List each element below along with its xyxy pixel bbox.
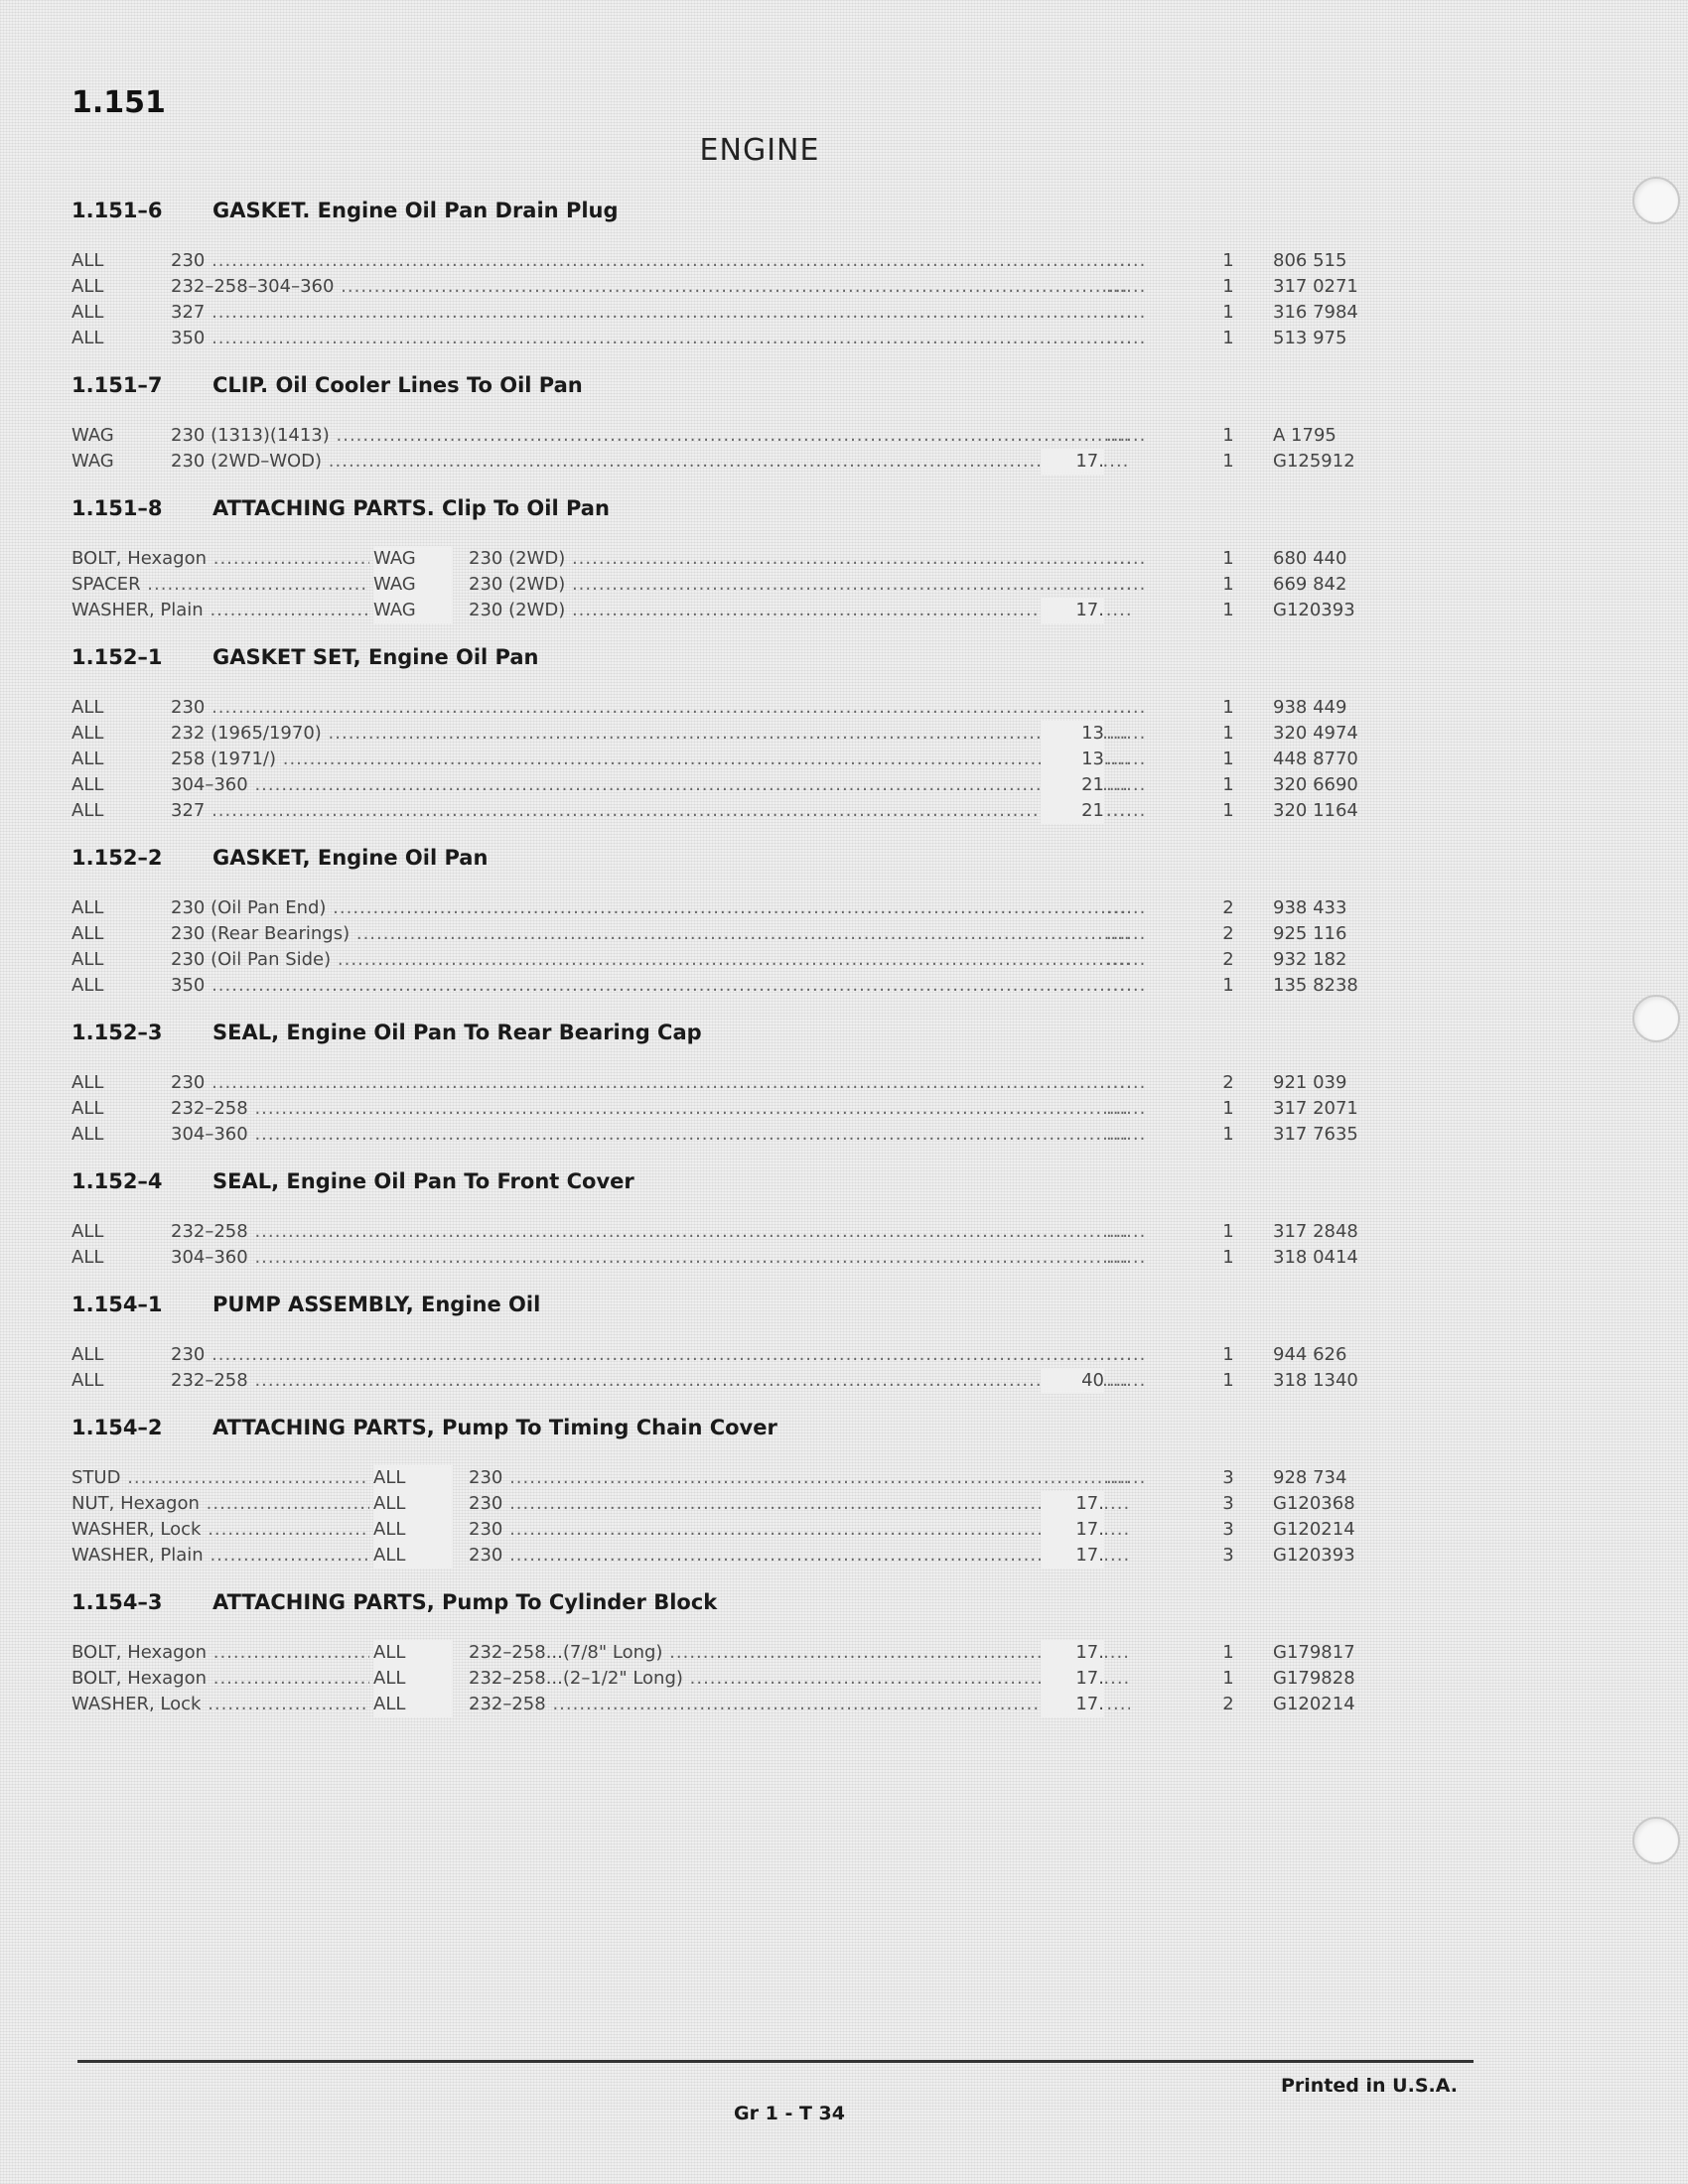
dot-leader: ...... — [1106, 276, 1147, 297]
illustration-ref: 13 — [1041, 747, 1104, 772]
quantity: 2 — [1222, 897, 1234, 918]
application: ALL — [71, 1344, 104, 1365]
part-number: G120368 — [1273, 1493, 1355, 1514]
model-description: 230 ..... — [171, 695, 1130, 721]
part-number: 320 6690 — [1273, 774, 1358, 795]
model-description: 232–258 ..... — [171, 1368, 1130, 1394]
part-number: 448 8770 — [1273, 749, 1358, 769]
quantity: 1 — [1222, 1098, 1234, 1119]
application: WAG — [71, 425, 114, 446]
footer-rule — [77, 2060, 1474, 2063]
section-subtitle: Engine Oil Pan — [367, 645, 539, 669]
model-description: 350 ..... — [171, 326, 1130, 351]
dot-leader: ...... — [1106, 1370, 1147, 1391]
dot-leader: ...... — [1106, 1072, 1147, 1093]
section-subtitle: Engine Oil Pan To Rear Bearing Cap — [286, 1021, 702, 1044]
quantity: 3 — [1222, 1467, 1234, 1488]
page-title: ENGINE — [699, 133, 820, 168]
part-number: G179828 — [1273, 1668, 1355, 1689]
illustration-ref: 17. — [1041, 1640, 1104, 1666]
application: ALL — [71, 250, 104, 271]
part-number: 928 734 — [1273, 1467, 1347, 1488]
parts-section — [71, 1412, 1392, 1569]
illustration-ref: 17. — [1041, 1692, 1104, 1717]
quantity: 1 — [1222, 574, 1234, 595]
part-number: G125912 — [1273, 451, 1355, 472]
section-subtitle: Engine Oil Pan Drain Plug — [317, 199, 619, 222]
model-description: 230 (2WD) ..... — [469, 598, 1130, 623]
part-number: 320 4974 — [1273, 723, 1358, 744]
dot-leader: ...... — [1106, 1344, 1147, 1365]
application: ALL — [71, 1221, 104, 1242]
section-number: 1.151–8 — [71, 496, 163, 520]
application: ALL — [373, 1666, 453, 1692]
part-number: 317 0271 — [1273, 276, 1358, 297]
parts-row — [71, 423, 1392, 449]
model-description: 232–258 ..... — [171, 1219, 1130, 1245]
section-number: 1.152–2 — [71, 846, 163, 870]
parts-row — [71, 721, 1392, 747]
dot-leader: ...... — [1106, 949, 1147, 970]
model-description: 232–258 ..... — [171, 1096, 1130, 1122]
illustration-ref: 13 — [1041, 721, 1104, 747]
application: ALL — [71, 949, 104, 970]
model-description: 232–258...(2–1/2" Long) ..... — [469, 1666, 1130, 1692]
parts-row — [71, 326, 1392, 351]
quantity: 1 — [1222, 276, 1234, 297]
part-number: 806 515 — [1273, 250, 1347, 271]
parts-section — [71, 195, 1392, 351]
illustration-ref: 17. — [1041, 449, 1104, 475]
part-number: 925 116 — [1273, 923, 1347, 944]
section-heading — [71, 1586, 1392, 1618]
section-number: 1.151–7 — [71, 373, 163, 397]
part-name: WASHER, Lock ..... — [71, 1692, 369, 1717]
dot-leader: ...... — [1106, 697, 1147, 718]
application: ALL — [71, 1098, 104, 1119]
part-number: 317 7635 — [1273, 1124, 1358, 1145]
parts-row — [71, 798, 1392, 824]
application: ALL — [71, 975, 104, 996]
part-name: BOLT, Hexagon ..... — [71, 1666, 369, 1692]
part-name: STUD ..... — [71, 1465, 369, 1491]
binder-hole — [1632, 1817, 1680, 1864]
dot-leader: ...... — [1106, 574, 1147, 595]
parts-row — [71, 248, 1392, 274]
parts-section — [71, 1165, 1392, 1271]
dot-leader: ...... — [1106, 923, 1147, 944]
application: ALL — [71, 302, 104, 323]
section-number: 1.154–1 — [71, 1293, 163, 1316]
part-name: NUT, Hexagon ..... — [71, 1491, 369, 1517]
dot-leader: ...... — [1106, 1247, 1147, 1268]
section-name: CLIP. — [212, 373, 269, 397]
dot-leader: ...... — [1106, 1467, 1147, 1488]
application: ALL — [71, 897, 104, 918]
model-description: 327 ..... — [171, 798, 1130, 824]
part-name: WASHER, Plain ..... — [71, 1543, 369, 1569]
parts-row — [71, 1070, 1392, 1096]
model-description: 230 (Oil Pan Side) ..... — [171, 947, 1130, 973]
section-heading — [71, 1165, 1392, 1197]
parts-row — [71, 274, 1392, 300]
part-name: WASHER, Plain ..... — [71, 598, 369, 623]
quantity: 1 — [1222, 1642, 1234, 1663]
dot-leader: ...... — [1106, 302, 1147, 323]
parts-row — [71, 1122, 1392, 1148]
part-number: 317 2848 — [1273, 1221, 1358, 1242]
part-number: 938 433 — [1273, 897, 1347, 918]
part-number: 135 8238 — [1273, 975, 1358, 996]
dot-leader: ...... — [1106, 1098, 1147, 1119]
part-number: G120393 — [1273, 1545, 1355, 1566]
binder-hole — [1632, 177, 1680, 224]
illustration-ref: 17. — [1041, 1666, 1104, 1692]
dot-leader: ...... — [1106, 250, 1147, 271]
part-number: 921 039 — [1273, 1072, 1347, 1093]
section-subtitle: Engine Oil Pan To Front Cover — [286, 1169, 634, 1193]
quantity: 1 — [1222, 800, 1234, 821]
part-name: SPACER ..... — [71, 572, 369, 598]
parts-row — [71, 973, 1392, 999]
model-description: 230 (2WD) ..... — [469, 546, 1130, 572]
quantity: 2 — [1222, 923, 1234, 944]
model-description: 304–360 ..... — [171, 772, 1130, 798]
quantity: 1 — [1222, 774, 1234, 795]
part-number: G179817 — [1273, 1642, 1355, 1663]
parts-row — [71, 1219, 1392, 1245]
section-heading — [71, 641, 1392, 673]
quantity: 1 — [1222, 697, 1234, 718]
application: ALL — [373, 1543, 453, 1569]
section-name: SEAL, — [212, 1169, 280, 1193]
model-description: 304–360 ..... — [171, 1245, 1130, 1271]
quantity: 2 — [1222, 949, 1234, 970]
quantity: 1 — [1222, 425, 1234, 446]
binder-hole — [1632, 995, 1680, 1042]
quantity: 1 — [1222, 1221, 1234, 1242]
section-name: GASKET, — [212, 846, 311, 870]
quantity: 1 — [1222, 250, 1234, 271]
model-description: 230 ..... — [469, 1491, 1130, 1517]
section-heading — [71, 842, 1392, 874]
model-description: 230 (Rear Bearings) ..... — [171, 921, 1130, 947]
section-number: 1.152–1 — [71, 645, 163, 669]
quantity: 1 — [1222, 1668, 1234, 1689]
section-heading — [71, 1017, 1392, 1048]
part-number: G120214 — [1273, 1694, 1355, 1714]
illustration-ref: 17. — [1041, 1491, 1104, 1517]
parts-table — [71, 423, 1392, 475]
parts-table — [71, 1219, 1392, 1271]
section-number: 1.152–3 — [71, 1021, 163, 1044]
quantity: 1 — [1222, 1247, 1234, 1268]
part-number: G120393 — [1273, 600, 1355, 620]
section-name: GASKET SET, — [212, 645, 361, 669]
part-number: 513 975 — [1273, 328, 1347, 348]
parts-row — [71, 1517, 1392, 1543]
model-description: 258 (1971/) ..... — [171, 747, 1130, 772]
section-subtitle: Engine Oil — [420, 1293, 541, 1316]
application: ALL — [71, 723, 104, 744]
application: ALL — [71, 328, 104, 348]
parts-row — [71, 695, 1392, 721]
part-number: 932 182 — [1273, 949, 1347, 970]
application: WAG — [373, 598, 453, 623]
dot-leader: ...... — [1106, 1221, 1147, 1242]
model-description: 304–360 ..... — [171, 1122, 1130, 1148]
model-description: 230 (Oil Pan End) ..... — [171, 895, 1130, 921]
section-name: ATTACHING PARTS, — [212, 1416, 435, 1439]
application: ALL — [71, 1072, 104, 1093]
parts-row — [71, 1465, 1392, 1491]
parts-section — [71, 1289, 1392, 1394]
parts-section — [71, 842, 1392, 999]
section-heading — [71, 369, 1392, 401]
part-name: WASHER, Lock ..... — [71, 1517, 369, 1543]
parts-section — [71, 1017, 1392, 1148]
model-description: 230 ..... — [469, 1465, 1130, 1491]
section-subtitle: Pump To Cylinder Block — [441, 1590, 718, 1614]
dot-leader: ...... — [1106, 1124, 1147, 1145]
parts-row — [71, 1491, 1392, 1517]
model-description: 232 (1965/1970) ..... — [171, 721, 1130, 747]
application: ALL — [71, 800, 104, 821]
model-description: 230 ..... — [469, 1517, 1130, 1543]
quantity: 1 — [1222, 1344, 1234, 1365]
parts-section — [71, 492, 1392, 623]
application: ALL — [71, 1124, 104, 1145]
part-number: 317 2071 — [1273, 1098, 1358, 1119]
dot-leader: ...... — [1106, 800, 1147, 821]
dot-leader: ...... — [1106, 425, 1147, 446]
part-number: A 1795 — [1273, 425, 1336, 446]
illustration-ref: 21 — [1041, 798, 1104, 824]
application: ALL — [373, 1465, 453, 1491]
dot-leader: ...... — [1106, 723, 1147, 744]
section-number: 1.151–6 — [71, 199, 163, 222]
parts-table — [71, 695, 1392, 824]
application: ALL — [71, 276, 104, 297]
quantity: 1 — [1222, 302, 1234, 323]
parts-row — [71, 1666, 1392, 1692]
parts-list — [71, 195, 1392, 1735]
parts-section — [71, 1586, 1392, 1717]
quantity: 1 — [1222, 1124, 1234, 1145]
section-heading — [71, 1289, 1392, 1320]
section-subtitle: Engine Oil Pan — [317, 846, 489, 870]
illustration-ref: 21 — [1041, 772, 1104, 798]
section-name: GASKET. — [212, 199, 311, 222]
parts-row — [71, 772, 1392, 798]
section-name: SEAL, — [212, 1021, 280, 1044]
application: ALL — [71, 774, 104, 795]
parts-table — [71, 1070, 1392, 1148]
parts-table — [71, 895, 1392, 999]
parts-section — [71, 641, 1392, 824]
parts-row — [71, 1368, 1392, 1394]
quantity: 1 — [1222, 600, 1234, 620]
dot-leader: ...... — [1106, 328, 1147, 348]
application: ALL — [373, 1517, 453, 1543]
illustration-ref: 17. — [1041, 598, 1104, 623]
parts-row — [71, 1543, 1392, 1569]
model-description: 232–258...(7/8" Long) ..... — [469, 1640, 1130, 1666]
section-name: PUMP ASSEMBLY, — [212, 1293, 414, 1316]
application: ALL — [373, 1692, 453, 1717]
dot-leader: ...... — [1106, 749, 1147, 769]
section-subtitle: Oil Cooler Lines To Oil Pan — [275, 373, 583, 397]
model-description: 350 ..... — [171, 973, 1130, 999]
illustration-ref: 40 — [1041, 1368, 1104, 1394]
model-description: 232–258 ..... — [469, 1692, 1130, 1717]
quantity: 1 — [1222, 451, 1234, 472]
section-name: ATTACHING PARTS. — [212, 496, 435, 520]
illustration-ref: 17. — [1041, 1543, 1104, 1569]
quantity: 1 — [1222, 749, 1234, 769]
quantity: 2 — [1222, 1072, 1234, 1093]
parts-table — [71, 1640, 1392, 1717]
part-name: BOLT, Hexagon ..... — [71, 546, 369, 572]
part-number: 316 7984 — [1273, 302, 1358, 323]
part-number: 320 1164 — [1273, 800, 1358, 821]
section-name: ATTACHING PARTS, — [212, 1590, 435, 1614]
application: WAG — [373, 546, 453, 572]
model-description: 230 (2WD) ..... — [469, 572, 1130, 598]
parts-row — [71, 572, 1392, 598]
parts-row — [71, 300, 1392, 326]
parts-row — [71, 947, 1392, 973]
quantity: 1 — [1222, 723, 1234, 744]
page-number: 1.151 — [71, 85, 166, 120]
model-description: 230 ..... — [171, 1070, 1130, 1096]
quantity: 1 — [1222, 548, 1234, 569]
application: ALL — [71, 1247, 104, 1268]
section-heading — [71, 1412, 1392, 1443]
application: WAG — [373, 572, 453, 598]
section-number: 1.154–3 — [71, 1590, 163, 1614]
parts-row — [71, 921, 1392, 947]
dot-leader: ...... — [1106, 897, 1147, 918]
quantity: 3 — [1222, 1493, 1234, 1514]
parts-row — [71, 747, 1392, 772]
quantity: 1 — [1222, 328, 1234, 348]
group-reference: Gr 1 - T 34 — [734, 2103, 845, 2124]
parts-row — [71, 449, 1392, 475]
parts-row — [71, 1245, 1392, 1271]
parts-table — [71, 1342, 1392, 1394]
part-number: 944 626 — [1273, 1344, 1347, 1365]
part-number: 680 440 — [1273, 548, 1347, 569]
parts-row — [71, 546, 1392, 572]
parts-row — [71, 598, 1392, 623]
quantity: 2 — [1222, 1694, 1234, 1714]
illustration-ref: 17. — [1041, 1517, 1104, 1543]
part-number: 318 0414 — [1273, 1247, 1358, 1268]
model-description: 232–258–304–360 ..... — [171, 274, 1130, 300]
quantity: 3 — [1222, 1545, 1234, 1566]
parts-section — [71, 369, 1392, 475]
quantity: 1 — [1222, 975, 1234, 996]
model-description: 327 ..... — [171, 300, 1130, 326]
application: ALL — [71, 749, 104, 769]
parts-row — [71, 1692, 1392, 1717]
parts-table — [71, 248, 1392, 351]
parts-row — [71, 1096, 1392, 1122]
application: WAG — [71, 451, 114, 472]
dot-leader: ...... — [1106, 774, 1147, 795]
parts-table — [71, 546, 1392, 623]
quantity: 3 — [1222, 1519, 1234, 1540]
section-heading — [71, 195, 1392, 226]
section-subtitle: Clip To Oil Pan — [441, 496, 610, 520]
parts-row — [71, 895, 1392, 921]
model-description: 230 ..... — [171, 248, 1130, 274]
part-number: G120214 — [1273, 1519, 1355, 1540]
section-heading — [71, 492, 1392, 524]
application: ALL — [71, 697, 104, 718]
model-description: 230 (1313)(1413) ..... — [171, 423, 1130, 449]
dot-leader: ...... — [1106, 975, 1147, 996]
part-number: 938 449 — [1273, 697, 1347, 718]
parts-table — [71, 1465, 1392, 1569]
section-subtitle: Pump To Timing Chain Cover — [441, 1416, 777, 1439]
part-number: 318 1340 — [1273, 1370, 1358, 1391]
application: ALL — [373, 1491, 453, 1517]
quantity: 1 — [1222, 1370, 1234, 1391]
application: ALL — [373, 1640, 453, 1666]
part-number: 669 842 — [1273, 574, 1347, 595]
parts-row — [71, 1640, 1392, 1666]
printed-in-label: Printed in U.S.A. — [1281, 2075, 1458, 2097]
application: ALL — [71, 1370, 104, 1391]
model-description: 230 ..... — [171, 1342, 1130, 1368]
section-number: 1.154–2 — [71, 1416, 163, 1439]
model-description: 230 ..... — [469, 1543, 1130, 1569]
section-number: 1.152–4 — [71, 1169, 163, 1193]
parts-row — [71, 1342, 1392, 1368]
part-name: BOLT, Hexagon ..... — [71, 1640, 369, 1666]
application: ALL — [71, 923, 104, 944]
model-description: 230 (2WD–WOD) ..... — [171, 449, 1130, 475]
dot-leader: ...... — [1106, 548, 1147, 569]
